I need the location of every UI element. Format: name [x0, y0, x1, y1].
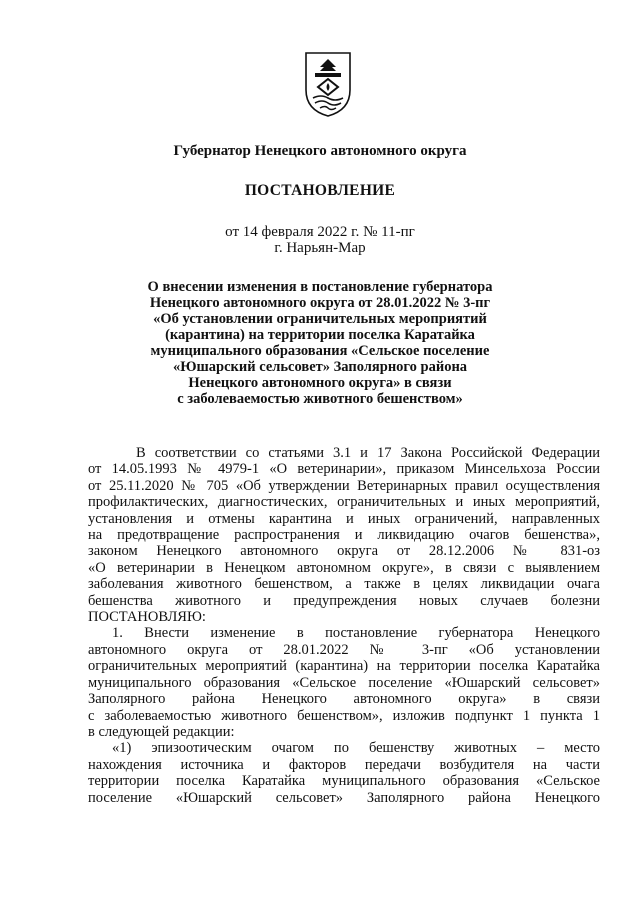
body-line: В соответствии со статьями 3.1 и 17 Закона Российской Федерации	[136, 445, 600, 461]
body-line: нахождения источника и факторов передачи возбудителя на части	[88, 756, 600, 773]
body-line: от 14.05.1993 № 4979-1 «О ветеринарии», приказом Минсельхоза России	[88, 461, 600, 478]
document-body	[88, 445, 600, 806]
title-line: «Об установлении ограничительных мероприятий	[153, 311, 487, 327]
place: г. Нарьян-Мар	[274, 240, 366, 256]
body-line: Заполярного района Ненецкого автономного округа» в связи	[88, 691, 600, 708]
body-line: 1. Внести изменение в постановление губернатора Ненецкого	[112, 625, 600, 642]
date-number: от 14 февраля 2022 г. № 11-пг	[225, 224, 415, 240]
body-line: «О ветеринарии в Ненецком автономном округе», в связи с выявлением	[88, 559, 600, 576]
title-line: «Юшарский сельсовет» Заполярного района	[172, 359, 468, 375]
body-line: территории поселка Каратайка муниципального образования «Сельское	[88, 773, 600, 790]
body-line: установления и отмены карантина и иных ограничений, направленных	[88, 510, 600, 527]
title-line: с заболеваемостью животного бешенством»	[177, 391, 463, 407]
body-line: законом Ненецкого автономного округа от 28.12.2006 № 831-оз	[88, 543, 600, 560]
body-line: бешенства животного и предупреждения новых случаев болезни	[88, 592, 600, 609]
body-line: муниципального образования «Сельское поселение «Юшарский сельсовет»	[88, 674, 600, 691]
body-line: «1) эпизоотическим очагом по бешенству животных – место	[112, 740, 600, 757]
document-type-heading: ПОСТАНОВЛЕНИЕ	[244, 182, 396, 199]
nenets-coat-of-arms-emblem	[303, 50, 353, 118]
title-line: Ненецкого автономного округа от 28.01.2022 № 3-пг	[149, 295, 491, 311]
body-line: ограничительных мероприятий (карантина) на территории поселка Каратайка	[88, 658, 600, 675]
date-and-place	[0, 224, 640, 256]
title-line: О внесении изменения в постановление губернатора	[147, 279, 493, 295]
body-line: в следующей редакции:	[88, 723, 235, 740]
body-line: поселение «Юшарский сельсовет» Заполярного района Ненецкого	[88, 789, 600, 806]
body-line: с заболеваемостью животного бешенством», изложив подпункт 1 пункта 1	[88, 707, 600, 724]
body-line: на предотвращение распространения и ликвидацию очагов бешенства»,	[88, 527, 600, 544]
issuing-authority: Губернатор Ненецкого автономного округа	[173, 143, 467, 159]
title-line: муниципального образования «Сельское поселение	[150, 343, 490, 359]
body-line: автономного округа от 28.01.2022 № 3-пг «Об установлении	[88, 641, 600, 658]
body-line: ПОСТАНОВЛЯЮ:	[88, 609, 206, 626]
document-title	[0, 279, 640, 407]
title-line: (карантина) на территории поселка Каратайка	[165, 327, 475, 343]
body-line: заболевания животного бешенством, а также в целях ликвидации очага	[88, 576, 600, 593]
body-line: от 25.11.2020 № 705 «Об утверждении Ветеринарных правил осуществления	[88, 477, 600, 494]
title-line: Ненецкого автономного округа» в связи	[188, 375, 452, 391]
body-line: профилактических, диагностических, ограничительных и иных мероприятий,	[88, 494, 600, 511]
